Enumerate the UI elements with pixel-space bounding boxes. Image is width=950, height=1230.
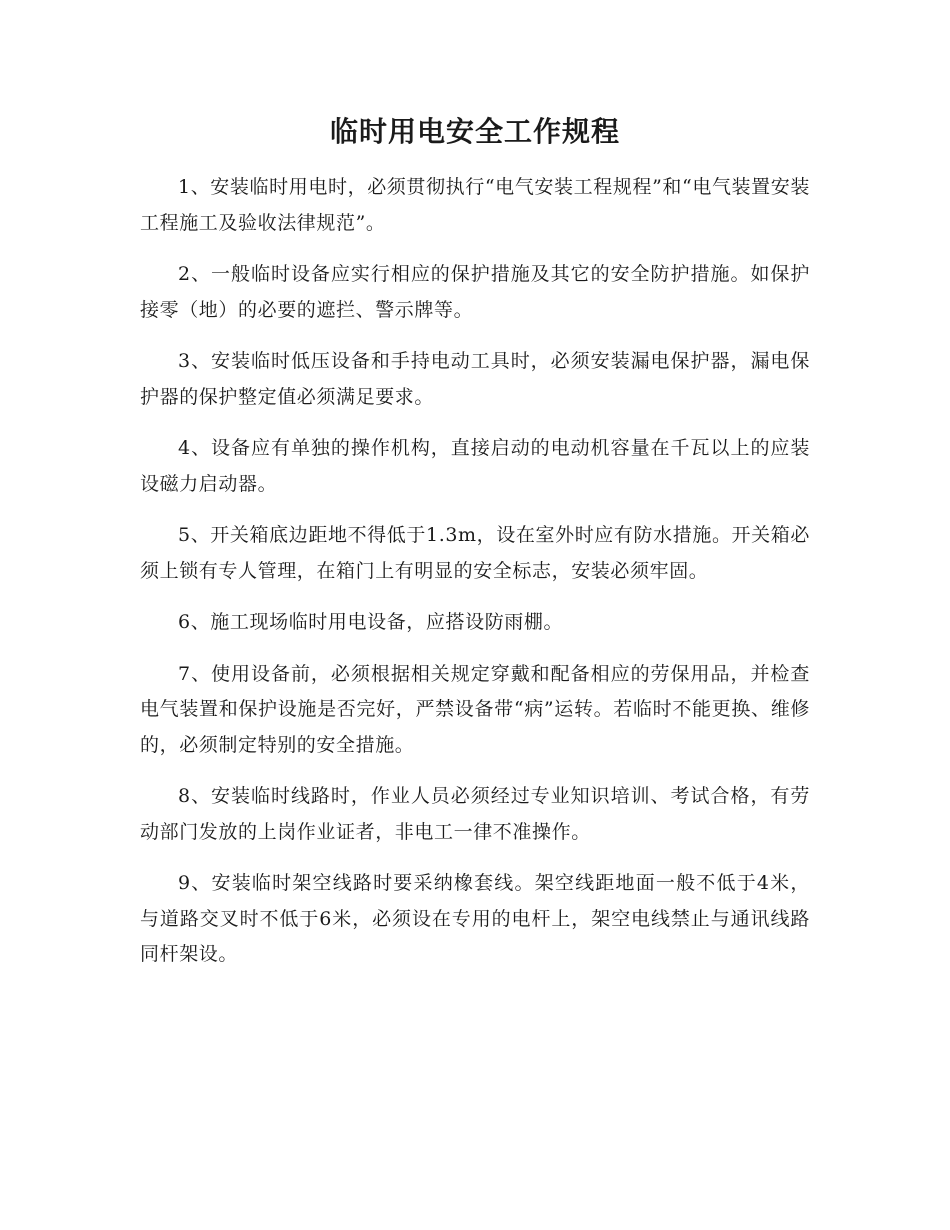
paragraph-2: 2、一般临时设备应实行相应的保护措施及其它的安全防护措施。如保护接零（地）的必要的遮拦、警示牌等。 — [140, 263, 810, 321]
paragraph-3: 3、安装临时低压设备和手持电动工具时，必须安装漏电保护器，漏电保护器的保护整定值必须满足要求。 — [140, 350, 810, 408]
paragraph-9: 9、安装临时架空线路时要采纳橡套线。架空线距地面一般不低于4米，与道路交叉时不低于6米，必须设在专用的电杆上，架空电线禁止与通讯线路同杆架设。 — [140, 872, 810, 965]
paragraph-1: 1、安装临时用电时，必须贯彻执行“电气安装工程规程”和“电气装置安装工程施工及验收法律规范”。 — [140, 176, 810, 234]
paragraph-8: 8、安装临时线路时，作业人员必须经过专业知识培训、考试合格，有劳动部门发放的上岗作业证者，非电工一律不准操作。 — [140, 785, 810, 843]
paragraph-4: 4、设备应有单独的操作机构，直接启动的电动机容量在千瓦以上的应装设磁力启动器。 — [140, 437, 810, 495]
document-title: 临时用电安全工作规程 — [329, 115, 620, 148]
paragraph-6: 6、施工现场临时用电设备，应搭设防雨棚。 — [178, 611, 564, 633]
paragraph-7: 7、使用设备前，必须根据相关规定穿戴和配备相应的劳保用品，并检查电气装置和保护设施是否完好，严禁设备带“病”运转。若临时不能更换、维修的，必须制定特别的安全措施。 — [140, 662, 810, 756]
paragraph-5: 5、开关箱底边距地不得低于1.3m，设在室外时应有防水措施。开关箱必须上锁有专人管理，在箱门上有明显的安全标志，安装必须牢固。 — [140, 524, 810, 582]
